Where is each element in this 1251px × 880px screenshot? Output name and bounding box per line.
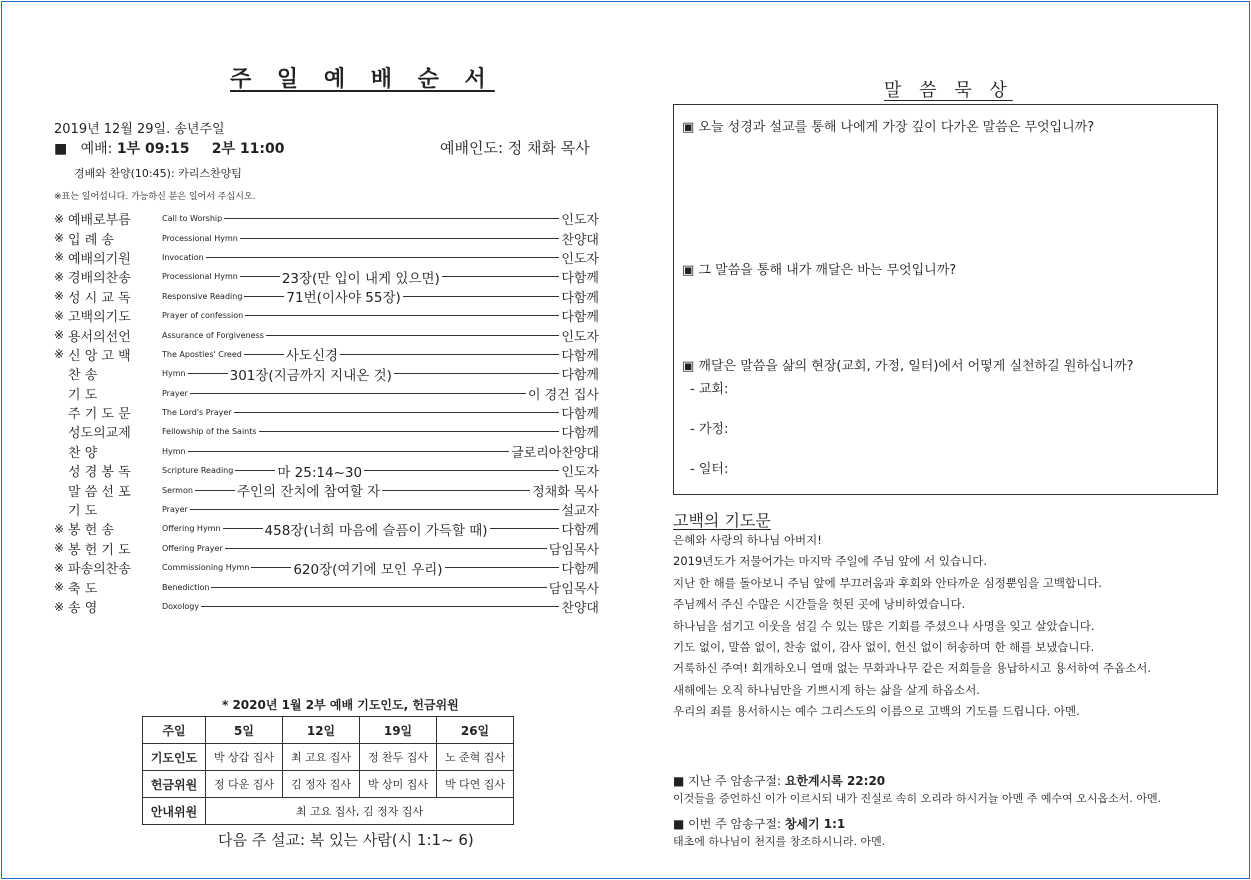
- order-item: [54, 597, 599, 616]
- order-item-english: The Lord's Prayer: [162, 408, 232, 418]
- leader-line: [188, 373, 228, 374]
- leader-line: [251, 567, 291, 568]
- order-item-detail: 사도신경: [285, 348, 339, 365]
- order-item-name: 기 도: [68, 504, 98, 520]
- standing-mark: ※: [54, 250, 65, 265]
- memory-last-ref: 요한계시록 22:20: [784, 774, 886, 788]
- standing-mark: ※: [54, 211, 65, 226]
- leader-line: [259, 431, 560, 432]
- header-cell: 19일: [360, 717, 437, 744]
- order-item-english: Assurance of Forgiveness: [162, 330, 264, 340]
- standing-mark: ※: [54, 308, 65, 323]
- order-item-english: The Apostles' Creed: [162, 349, 242, 359]
- table-row: [143, 744, 514, 771]
- confession-title: 고백의 기도문: [673, 511, 771, 530]
- order-item-name: 고백의기도: [68, 310, 131, 326]
- table-cell: 박 상갑 집사: [206, 744, 283, 771]
- standing-mark: ※: [54, 541, 65, 556]
- order-item-english: Invocation: [162, 252, 204, 262]
- order-item-name: 성 시 교 독: [68, 290, 131, 306]
- order-item-leader: 인도자: [561, 251, 599, 267]
- memory-last-text: 이것들을 증언하신 이가 이르시되 내가 진실로 속히 오리라 하시거늘 아멘 주 예수여 오시옵소서. 아멘.: [673, 792, 1162, 805]
- table-cell: 정 찬두 집사: [360, 744, 437, 771]
- memory-verse-this: [673, 815, 845, 832]
- order-item-name: 입 례 송: [68, 232, 114, 248]
- order-item-english: Fellowship of the Saints: [162, 427, 257, 437]
- order-item-english: Prayer of confession: [162, 311, 244, 321]
- table-row: [143, 771, 514, 798]
- header-cell: 12일: [283, 717, 360, 744]
- prayer-line: 기도 없이, 말씀 없이, 찬송 없이, 감사 없이, 헌신 없이 허송하며 한 해를 보냈습니다.: [673, 639, 1095, 654]
- order-item: [54, 422, 599, 441]
- standing-mark: ※: [54, 231, 65, 246]
- table-cell: 김 정자 집사: [283, 771, 360, 798]
- prayer-line: 우리의 죄를 용서하시는 예수 그리스도의 이름으로 고백의 기도를 드립니다. 아멘.: [673, 704, 1080, 719]
- order-item: [54, 461, 599, 480]
- order-item-detail: 23장(만 입이 내게 있으면): [281, 270, 440, 287]
- order-item-name: 용서의선언: [68, 329, 131, 345]
- order-item-leader: 찬양대: [561, 232, 599, 248]
- question-3: ▣ 깨달은 말씀을 삶의 현장(교회, 가정, 일터)에서 어떻게 실천하길 원하십니까?: [682, 359, 1134, 374]
- table-cell: 정 다운 집사: [206, 771, 283, 798]
- order-item-leader: 담임목사: [548, 581, 599, 597]
- leader-line: [234, 412, 560, 413]
- memory-verse-last: [673, 772, 885, 789]
- table-cell: 노 준혁 집사: [437, 744, 514, 771]
- standing-note: ※표는 일어섭니다. 가능하신 분은 일어서 주십시오.: [54, 192, 256, 202]
- order-item-english: Responsive Reading: [162, 291, 243, 301]
- leader-line: [244, 354, 284, 355]
- order-item-english: Commissioning Hymn: [162, 563, 250, 573]
- meditation-box: [673, 104, 1218, 495]
- row-label: 안내위원: [143, 798, 206, 825]
- leader-line: [240, 276, 280, 277]
- order-item: [54, 539, 599, 558]
- question-1: ▣ 오늘 성경과 설교를 통해 나에게 가장 깊이 다가온 말씀은 무엇입니까?: [682, 120, 1095, 135]
- order-item-name: 파송의찬송: [68, 562, 131, 578]
- service-time-1: 1부 09:15: [116, 141, 190, 157]
- order-item-leader: 다함께: [561, 523, 599, 539]
- order-item-english: Prayer: [162, 505, 188, 515]
- leader-line: [201, 606, 559, 607]
- order-item-detail: 301장(지금까지 지내온 것): [229, 367, 392, 384]
- schedule-title: * 2020년 1월 2부 예배 기도인도, 헌금위원: [222, 698, 459, 712]
- leader-line: [403, 296, 560, 297]
- standing-mark: ※: [54, 521, 65, 536]
- leader-line: [364, 470, 559, 471]
- schedule-table: [142, 716, 514, 825]
- table-cell: 박 다연 집사: [437, 771, 514, 798]
- standing-mark: ※: [54, 328, 65, 343]
- service-label: 예배:: [80, 141, 113, 157]
- order-item-leader: 인도자: [561, 329, 599, 345]
- order-item-detail: 620장(여기에 모인 우리): [293, 561, 443, 578]
- order-item: [54, 442, 599, 461]
- order-item: [54, 287, 599, 306]
- order-item: [54, 325, 599, 344]
- praise-team: 경배와 찬양(10:45): 카리스찬양팀: [74, 167, 242, 180]
- table-cell: 최 고요 집사: [283, 744, 360, 771]
- table-header-row: [143, 717, 514, 744]
- header-cell: 주일: [143, 717, 206, 744]
- leader-line: [195, 490, 235, 491]
- header-cell: 26일: [437, 717, 514, 744]
- order-item-english: Processional Hymn: [162, 233, 238, 243]
- order-item-leader: 정채화 목사: [532, 484, 599, 500]
- order-item-name: 성도의교제: [68, 426, 131, 442]
- prayer-line: 은혜와 사랑의 하나님 아버지!: [673, 533, 822, 547]
- prayer-line: 거룩하신 주여! 회개하오니 열매 없는 무화과나무 같은 저희들을 용납하시고 용서하여 주옵소서.: [673, 661, 1152, 676]
- order-item-leader: 다함께: [561, 562, 599, 578]
- standing-mark: ※: [54, 347, 65, 362]
- order-item-name: 성 경 봉 독: [68, 465, 131, 481]
- confession-prayer: [673, 532, 1151, 725]
- leader-line: [266, 335, 559, 336]
- leader-line: [394, 373, 559, 374]
- memory-this-text: 태초에 하나님이 천지를 창조하시니라. 아멘.: [673, 835, 886, 848]
- order-item: [54, 248, 599, 267]
- next-sermon: 다음 주 설교: 복 있는 사람(시 1:1~ 6): [218, 831, 474, 849]
- table-row: [143, 798, 514, 825]
- order-item-name: 축 도: [68, 581, 98, 597]
- order-item: [54, 209, 599, 228]
- order-item-english: Offering Hymn: [162, 524, 221, 534]
- order-item-english: Call to Worship: [162, 214, 223, 224]
- standing-mark: ※: [54, 599, 65, 614]
- order-item-name: 말 씀 선 포: [68, 484, 131, 500]
- order-item-english: Processional Hymn: [162, 272, 238, 282]
- order-item: [54, 267, 599, 286]
- leader-line: [340, 354, 559, 355]
- order-item-leader: 인도자: [561, 213, 599, 229]
- order-item-leader: 인도자: [561, 465, 599, 481]
- leader-line: [206, 257, 560, 258]
- order-item-name: 경배의찬송: [68, 271, 131, 287]
- standing-mark: ※: [54, 269, 65, 284]
- order-item-name: 봉 헌 기 도: [68, 542, 131, 558]
- standing-mark: ※: [54, 560, 65, 575]
- bulletin-title: 주 일 예 배 순 서: [230, 67, 495, 92]
- order-item-name: 주 기 도 문: [68, 407, 131, 423]
- meditation-title: 말 씀 묵 상: [884, 80, 1013, 101]
- order-item-detail: 마 25:14~30: [277, 464, 363, 481]
- order-item-english: Doxology: [162, 602, 200, 611]
- order-item-leader: 다함께: [561, 426, 599, 442]
- leader-line: [245, 315, 559, 316]
- order-item-name: 봉 헌 송: [68, 523, 114, 539]
- order-item-leader: 다함께: [561, 290, 599, 306]
- prayer-line: 하나님을 섬기고 이웃을 섬길 수 있는 많은 기회를 주셨으나 사명을 잊고 살았습니다.: [673, 618, 1095, 633]
- row-label: 기도인도: [143, 744, 206, 771]
- order-item-leader: 설교자: [561, 504, 599, 520]
- leader-line: [211, 587, 546, 588]
- bullet-icon: ■: [54, 141, 68, 157]
- order-item-leader: 다함께: [561, 271, 599, 287]
- header-cell: 5일: [206, 717, 283, 744]
- order-item-name: 찬 양: [68, 445, 98, 461]
- leader-line: [223, 528, 263, 529]
- worship-leader: 예배인도: 정 채화 목사: [440, 139, 590, 157]
- question-2: ▣ 그 말씀을 통해 내가 깨달은 바는 무엇입니까?: [682, 263, 957, 278]
- leader-line: [225, 548, 547, 549]
- order-item-detail: 458장(너희 마음에 슬픔이 가득할 때): [264, 522, 488, 539]
- order-item: [54, 519, 599, 538]
- order-item-english: Hymn: [162, 446, 186, 456]
- order-item: [54, 558, 599, 577]
- order-item: [54, 228, 599, 247]
- order-item-english: Scripture Reading: [162, 466, 234, 476]
- leader-line: [190, 393, 526, 394]
- leader-line: [190, 509, 559, 510]
- order-item-detail: 71번(이사야 55장): [286, 290, 401, 307]
- leader-line: [445, 567, 560, 568]
- service-time-2: 2부 11:00: [211, 141, 285, 157]
- order-item-leader: 글로리아찬양대: [511, 445, 599, 461]
- order-item-leader: 찬양대: [561, 601, 599, 616]
- order-item-name: 신 앙 고 백: [68, 348, 131, 364]
- order-item-english: Hymn: [162, 369, 186, 379]
- order-item: [54, 577, 599, 596]
- order-item-leader: 이 경건 집사: [527, 387, 599, 403]
- row-label: 헌금위원: [143, 771, 206, 798]
- standing-mark: ※: [54, 289, 65, 304]
- sub-church: - 교회:: [690, 382, 729, 397]
- order-item: [54, 500, 599, 519]
- order-item-leader: 다함께: [561, 348, 599, 364]
- order-of-worship: [54, 209, 599, 616]
- leader-line: [490, 528, 560, 529]
- date-line: 2019년 12월 29일. 송년주일: [54, 122, 225, 137]
- leader-line: [442, 276, 560, 277]
- order-item-name: 송 영: [68, 601, 98, 616]
- prayer-line: 새해에는 오직 하나님만을 기쁘시게 하는 삶을 살게 하옵소서.: [673, 682, 980, 697]
- leader-line: [240, 238, 559, 239]
- sub-work: - 일터:: [690, 462, 729, 477]
- order-item-name: 찬 송: [68, 368, 98, 384]
- order-item-english: Prayer: [162, 388, 188, 398]
- leader-line: [188, 451, 509, 452]
- order-item-name: 예배의기원: [68, 251, 131, 267]
- order-item-leader: 담임목사: [548, 542, 599, 558]
- order-item: [54, 306, 599, 325]
- order-item: [54, 403, 599, 422]
- order-item-name: 예배로부름: [68, 213, 131, 229]
- order-item: [54, 345, 599, 364]
- leader-line: [235, 470, 275, 471]
- prayer-line: 주님께서 주신 수많은 시간들을 헛된 곳에 낭비하였습니다.: [673, 597, 966, 612]
- order-item-leader: 다함께: [561, 407, 599, 423]
- order-item-english: Benediction: [162, 582, 210, 592]
- order-item: [54, 364, 599, 383]
- sub-home: - 가정:: [690, 422, 729, 437]
- prayer-line: 2019년도가 저물어가는 마지막 주일에 주님 앞에 서 있습니다.: [673, 554, 988, 569]
- memory-last-label: ■ 지난 주 암송구절:: [673, 774, 781, 788]
- leader-line: [244, 296, 284, 297]
- order-item-detail: 주인의 잔치에 참여할 자: [236, 484, 381, 501]
- order-item-english: Offering Prayer: [162, 543, 223, 553]
- table-cell: 박 상미 집사: [360, 771, 437, 798]
- order-item: [54, 480, 599, 499]
- usher-cell: 최 고요 집사, 김 정자 집사: [206, 798, 514, 825]
- service-times: [54, 138, 284, 158]
- order-item-leader: 다함께: [561, 368, 599, 384]
- order-item-leader: 다함께: [561, 310, 599, 326]
- order-item: [54, 384, 599, 403]
- leader-line: [382, 490, 530, 491]
- order-item-name: 기 도: [68, 387, 98, 403]
- standing-mark: ※: [54, 580, 65, 595]
- prayer-line: 지난 한 해를 돌아보니 주님 앞에 부끄러움과 후회와 안타까운 심정뿐임을 고백합니다.: [673, 575, 1103, 590]
- memory-this-label: ■ 이번 주 암송구절:: [673, 817, 781, 831]
- order-item-english: Sermon: [162, 485, 193, 495]
- leader-line: [224, 218, 559, 219]
- memory-this-ref: 창세기 1:1: [784, 817, 846, 831]
